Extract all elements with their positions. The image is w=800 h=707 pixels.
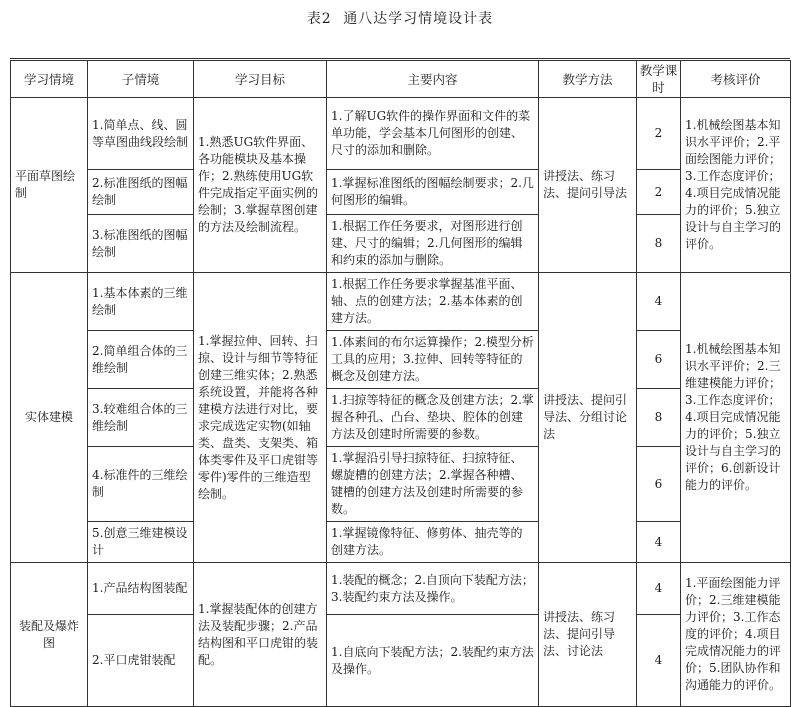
method-cell: 讲授法、练习法、提问引导法、讨论法 [539, 563, 637, 707]
method-cell: 讲授法、提问引导法、分组讨论法 [539, 273, 637, 563]
header-sub-situation: 子情境 [88, 61, 194, 98]
table-row [11, 615, 791, 707]
hours-cell: 2 [637, 170, 681, 215]
assessment-cell: 1.机械绘图基本知识水平评价；2.平面绘图能力评价；3.工作态度评价；4.项目完成情况能力的评价；5.独立设计与自主学习的评价。 [681, 98, 791, 273]
hours-cell: 6 [637, 331, 681, 389]
table-row [11, 98, 791, 170]
table-number: 表2 [306, 11, 332, 27]
content-cell: 1.体素间的布尔运算操作；2.模型分析工具的应用；3.拉伸、回转等特征的概念及创建方法。 [327, 331, 539, 389]
content-cell: 1.掌握沿引导扫掠特征、扫掠特征、螺旋槽的创建方法；2.掌握各种槽、键槽的创建方法及创建时所需要的参数。 [327, 447, 539, 522]
sub-situation-cell: 1.基本体素的三维绘制 [88, 273, 194, 331]
hours-cell: 8 [637, 389, 681, 447]
header-method: 教学方法 [539, 61, 637, 98]
top-rule [10, 58, 790, 59]
sub-situation-cell: 5.创意三维建模设计 [88, 522, 194, 563]
header-goal: 学习目标 [194, 61, 327, 98]
sub-situation-cell: 1.简单点、线、圆等草图曲线段绘制 [88, 98, 194, 170]
sub-situation-cell: 2.平口虎钳装配 [88, 615, 194, 707]
table-row [11, 522, 791, 563]
goal-cell: 1.掌握装配体的创建方法及装配步骤；2.产品结构图和平口虎钳的装配。 [194, 563, 327, 707]
hours-cell: 2 [637, 98, 681, 170]
table-row [11, 331, 791, 389]
hours-cell: 4 [637, 522, 681, 563]
table-row [11, 273, 791, 331]
content-cell: 1.掌握标准图纸的图幅绘制要求；2.几何图形的编辑。 [327, 170, 539, 215]
sub-situation-cell: 3.较难组合体的三维绘制 [88, 389, 194, 447]
hours-cell: 8 [637, 215, 681, 273]
situation-cell: 实体建模 [11, 273, 88, 563]
hours-cell: 4 [637, 273, 681, 331]
method-cell: 讲授法、练习法、提问引导法 [539, 98, 637, 273]
table-row [11, 215, 791, 273]
hours-cell: 4 [637, 615, 681, 707]
table-row [11, 389, 791, 447]
table-title: 通八达学习情境设计表 [343, 11, 494, 27]
situation-cell: 平面草图绘制 [11, 98, 88, 273]
content-cell: 1.扫掠等特征的概念及创建方法；2.掌握各种孔、凸台、垫块、腔体的创建方法及创建时所需要的参数。 [327, 389, 539, 447]
sub-situation-cell: 2.标准图纸的图幅绘制 [88, 170, 194, 215]
table-row [11, 170, 791, 215]
hours-cell: 6 [637, 447, 681, 522]
sub-situation-cell: 2.简单组合体的三维绘制 [88, 331, 194, 389]
situation-cell: 装配及爆炸图 [11, 563, 88, 707]
sub-situation-cell: 3.标准图纸的图幅绘制 [88, 215, 194, 273]
header-content: 主要内容 [327, 61, 539, 98]
content-cell: 1.根据工作任务要求掌握基准平面、轴、点的创建方法；2.基本体素的创建方法。 [327, 273, 539, 331]
header-hours: 教学课时 [637, 61, 681, 98]
table-row [11, 563, 791, 615]
content-cell: 1.自底向下装配方法；2.装配约束方法及操作。 [327, 615, 539, 707]
hours-cell: 4 [637, 563, 681, 615]
goal-cell: 1.掌握拉伸、回转、扫掠、设计与细节等特征创建三维实体；2.熟悉系统设置，并能将各种建模方法进行对比，要求完成选定实物(如轴类、盘类、支架类、箱体类零件及平口虎钳等零件)零件的三维造型绘制。 [194, 273, 327, 563]
assessment-cell: 1.平面绘图能力评价；2.三维建模能力评价；3.工作态度的评价；4.项目完成情况能力的评价；5.团队协作和沟通能力的评价。 [681, 563, 791, 707]
goal-cell: 1.熟悉UG软件界面、各功能模块及基本操作；2.熟练使用UG软件完成指定平面实例的绘制；3.掌握草图创建的方法及绘制流程。 [194, 98, 327, 273]
header-row [11, 61, 791, 98]
header-situation: 学习情境 [11, 61, 88, 98]
content-cell: 1.了解UG软件的操作界面和文件的菜单功能，学会基本几何图形的创建、尺寸的添加和删除。 [327, 98, 539, 170]
content-cell: 1.掌握镜像特征、修剪体、抽壳等的创建方法。 [327, 522, 539, 563]
learning-situation-table [10, 60, 791, 707]
sub-situation-cell: 4.标准件的三维绘制 [88, 447, 194, 522]
table-row [11, 447, 791, 522]
sub-situation-cell: 1.产品结构图装配 [88, 563, 194, 615]
table-caption [0, 8, 800, 28]
content-cell: 1.装配的概念；2.自顶向下装配方法；3.装配约束方法及操作。 [327, 563, 539, 615]
header-assessment: 考核评价 [681, 61, 791, 98]
assessment-cell: 1.机械绘图基本知识水平评价；2.三维建模能力评价；3.工作态度评价；4.项目完成情况能力的评价；5.独立设计与自主学习的评价；6.创新设计能力的评价。 [681, 273, 791, 563]
content-cell: 1.根据工作任务要求，对图形进行创建、尺寸的编辑；2.几何图形的编辑和约束的添加与删除。 [327, 215, 539, 273]
